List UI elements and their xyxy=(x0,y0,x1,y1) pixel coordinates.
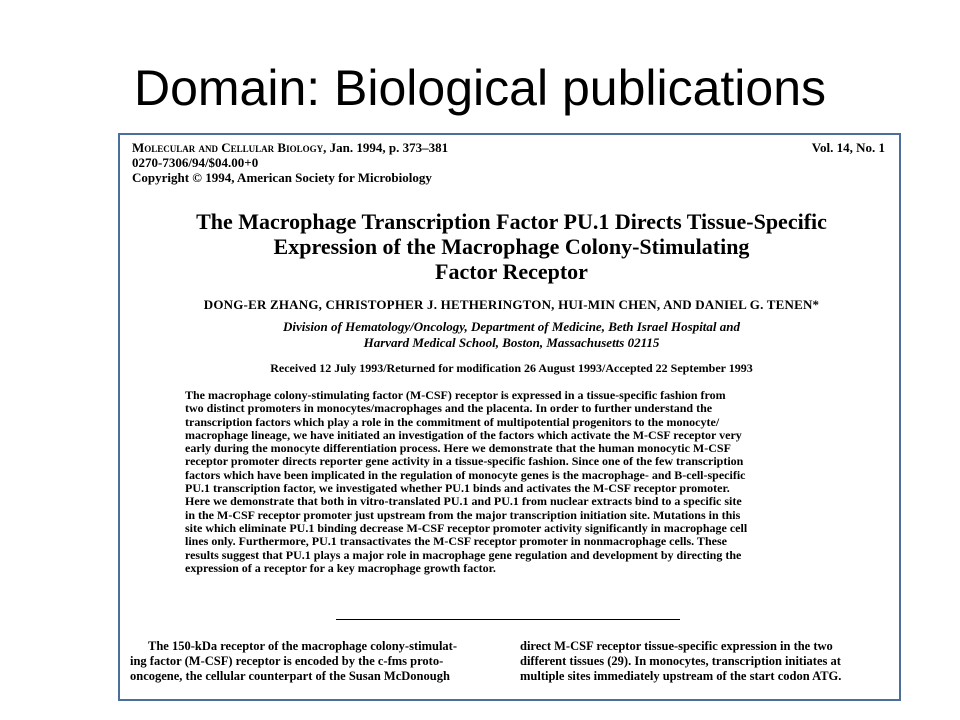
body-line: multiple sites immediately upstream of the start codon ATG. xyxy=(520,669,842,683)
issue-pages: , Jan. 1994, p. 373–381 xyxy=(323,140,449,155)
abstract-line: transcription factors which play a role in the commitment of multipotential progenitors to the monocyte/ xyxy=(185,414,720,429)
slide-title: Domain: Biological publications xyxy=(133,60,827,116)
abstract xyxy=(185,389,828,575)
abstract-line: in the M-CSF receptor promoter just upstream from the major transcription initiation site. Mutations in this xyxy=(185,507,741,522)
title-line: Expression of the Macrophage Colony-Stimulating xyxy=(273,234,750,259)
journal-name: Molecular and Cellular Biology xyxy=(132,140,324,155)
abstract-line: two distinct promoters in monocytes/macrophages and the placenta. In order to further understand the xyxy=(185,401,713,416)
body-line: different tissues (29). In monocytes, transcription initiates at xyxy=(520,654,841,668)
body-column-right xyxy=(520,639,890,684)
abstract-line: results suggest that PU.1 plays a major role in macrophage gene regulation and development by directing the xyxy=(185,547,742,562)
copyright-line: Copyright © 1994, American Society for Microbiology xyxy=(132,170,432,185)
title-line: The Macrophage Transcription Factor PU.1 Directs Tissue-Specific xyxy=(196,209,827,234)
abstract-line: receptor promoter directs reporter gene activity in a tissue-specific fashion. Since one of the few transcription xyxy=(185,454,744,469)
body-line: oncogene, the cellular counterpart of the Susan McDonough xyxy=(130,669,450,683)
body-line: ing factor (M-CSF) receptor is encoded by the c-fms proto- xyxy=(130,654,444,668)
abstract-line: expression of a receptor for a key macrophage growth factor. xyxy=(185,560,496,575)
journal-header xyxy=(132,140,448,185)
body-line: direct M-CSF receptor tissue-specific expression in the two xyxy=(520,639,833,653)
abstract-line: lines only. Furthermore, PU.1 transactivates the M-CSF receptor promoter in nonmacrophage cells. These xyxy=(185,534,727,549)
received-dates: Received 12 July 1993/Returned for modification 26 August 1993/Accepted 22 September 1993 xyxy=(270,361,753,375)
paper-title xyxy=(130,209,893,284)
title-line: Factor Receptor xyxy=(435,259,588,284)
abstract-line: The macrophage colony-stimulating factor (M-CSF) receptor is expressed in a tissue-specific fashion from xyxy=(185,388,726,402)
article-code: 0270-7306/94/$04.00+0 xyxy=(132,155,259,170)
abstract-line: Here we demonstrate that both in vitro-translated PU.1 and PU.1 from nuclear extracts bind to a specific site xyxy=(185,494,742,509)
paper-page-image xyxy=(118,133,901,701)
author-list: DONG-ER ZHANG, CHRISTOPHER J. HETHERINGTON, HUI-MIN CHEN, AND DANIEL G. TENEN* xyxy=(203,297,820,312)
abstract-line: site which eliminate PU.1 binding decrease M-CSF receptor promoter activity significantly in macrophage cell xyxy=(185,520,748,535)
volume-number: Vol. 14, No. 1 xyxy=(811,140,885,155)
abstract-line: early during the monocyte differentiation process. Here we demonstrate that the human monocytic M-CSF xyxy=(185,441,731,456)
abstract-line: macrophage lineage, we have initiated an investigation of the factors which activate the M-CSF receptor very xyxy=(185,427,742,442)
abstract-line: factors which have been implicated in the regulation of monocyte genes is the macrophage- and B-cell-specific xyxy=(185,467,746,482)
affiliation-line: Harvard Medical School, Boston, Massachusetts 02115 xyxy=(363,335,660,350)
affiliation-line: Division of Hematology/Oncology, Department of Medicine, Beth Israel Hospital and xyxy=(282,319,741,334)
affiliation xyxy=(130,319,893,351)
section-divider xyxy=(336,619,680,620)
abstract-line: PU.1 transcription factor, we investigated whether PU.1 binds and activates the M-CSF receptor promoter. xyxy=(185,481,730,496)
body-column-left xyxy=(130,639,500,684)
body-line: The 150-kDa receptor of the macrophage colony-stimulat- xyxy=(148,639,457,653)
